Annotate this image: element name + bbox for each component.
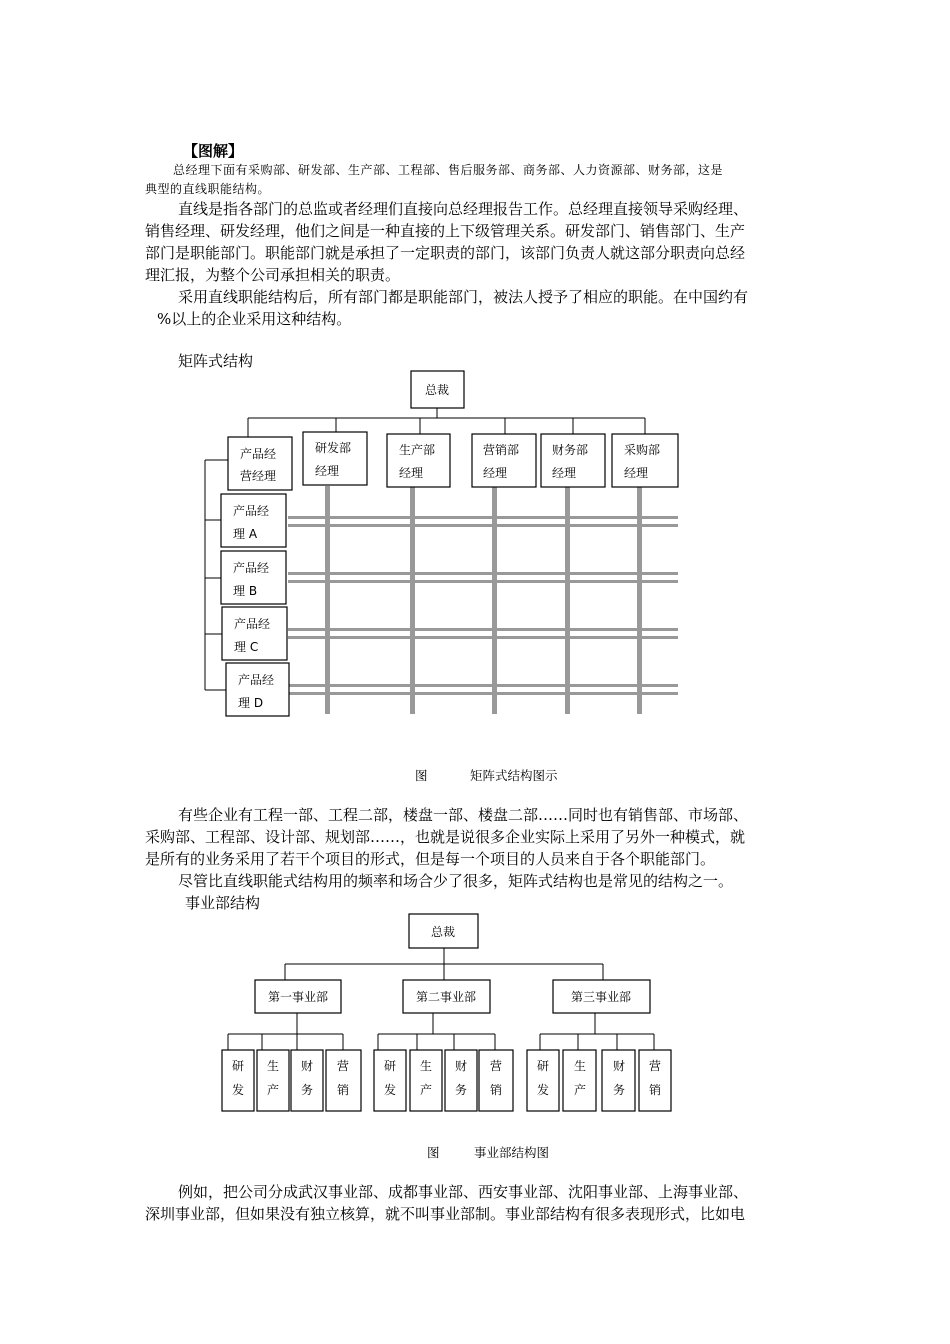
division-1-label: 第一事业部 xyxy=(267,990,329,1004)
d2-s3-b: 务 xyxy=(454,1083,468,1097)
matrix-grid-rows xyxy=(288,516,678,695)
matrix-caption-label: 图 xyxy=(415,768,428,783)
d1-s2-t: 生 xyxy=(266,1059,280,1073)
matrix-dept-2-l1: 生产部 xyxy=(399,443,436,457)
matrix-pm-b-l2: 理 B xyxy=(233,584,258,598)
d1-s4-t: 营 xyxy=(336,1059,350,1073)
para2-line-2: %以上的企业采用这种结构。 xyxy=(157,310,352,328)
para2-line-1: 采用直线职能结构后，所有部门都是职能部门，被法人授予了相应的职能。在中国约有 xyxy=(178,288,749,306)
d1-s4-b: 销 xyxy=(336,1083,350,1097)
matrix-dept-5-l1: 采购部 xyxy=(624,443,661,457)
d3-s4-b: 销 xyxy=(648,1083,662,1097)
d2-s3-t: 财 xyxy=(454,1059,468,1073)
matrix-pm-d-l2: 理 D xyxy=(238,696,264,710)
para3-line-1: 有些企业有工程一部、工程二部，楼盘一部、楼盘二部……同时也有销售部、市场部、 xyxy=(178,806,749,824)
matrix-grid-columns xyxy=(325,486,642,714)
note-line-2: 典型的直线职能结构。 xyxy=(145,182,271,196)
matrix-pm-head-l1: 产品经 xyxy=(240,447,277,461)
d2-s1-b: 发 xyxy=(383,1083,397,1097)
para3-line-2: 采购部、工程部、设计部、规划部……，也就是说很多企业实际上采用了另外一种模式，就 xyxy=(145,828,746,846)
division-3-label: 第三事业部 xyxy=(570,990,632,1004)
matrix-pm-a-l2: 理 A xyxy=(233,527,258,541)
division-top-label: 总裁 xyxy=(430,925,456,939)
para1-line-2: 销售经理、研发经理，他们之间是一种直接的上下级管理关系。研发部门、销售部门、生产 xyxy=(145,222,746,240)
d3-s2-t: 生 xyxy=(573,1059,587,1073)
matrix-pm-head-l2: 营经理 xyxy=(240,469,277,483)
d3-s1-b: 发 xyxy=(536,1083,550,1097)
matrix-dept-4-l2: 经理 xyxy=(552,466,577,480)
para1-line-4: 理汇报，为整个公司承担相关的职责。 xyxy=(145,266,401,284)
d2-s2-b: 产 xyxy=(419,1083,433,1097)
para3-line-3: 是所有的业务采用了若干个项目的形式，但是每一个项目的人员来自于各个职能部门。 xyxy=(145,850,716,868)
d1-s2-b: 产 xyxy=(266,1083,280,1097)
para5-line-1: 例如，把公司分成武汉事业部、成都事业部、西安事业部、沈阳事业部、上海事业部、 xyxy=(178,1183,749,1201)
division-2-label: 第二事业部 xyxy=(415,990,477,1004)
matrix-caption-title: 矩阵式结构图示 xyxy=(470,768,558,783)
d1-s3-b: 务 xyxy=(300,1083,314,1097)
d3-s4-t: 营 xyxy=(648,1059,662,1073)
d3-s1-t: 研 xyxy=(536,1059,550,1073)
d3-s2-b: 产 xyxy=(573,1083,587,1097)
d2-s1-t: 研 xyxy=(383,1059,397,1073)
matrix-heading: 矩阵式结构 xyxy=(178,352,254,370)
matrix-dept-3-l2: 经理 xyxy=(483,466,508,480)
matrix-dept-5-l2: 经理 xyxy=(624,466,649,480)
division-caption-title: 事业部结构图 xyxy=(474,1145,550,1160)
division-caption-label: 图 xyxy=(427,1145,440,1160)
d3-s3-t: 财 xyxy=(612,1059,626,1073)
matrix-pm-c-l2: 理 C xyxy=(234,640,259,654)
para4-line-1: 尽管比直线职能式结构用的频率和场合少了很多，矩阵式结构也是常见的结构之一。 xyxy=(178,872,734,890)
para5-line-2: 深圳事业部，但如果没有独立核算，就不叫事业部制。事业部结构有很多表现形式，比如电 xyxy=(145,1205,746,1223)
matrix-dept-2-l2: 经理 xyxy=(399,466,424,480)
matrix-dept-3-l1: 营销部 xyxy=(483,443,520,457)
d2-s4-b: 销 xyxy=(489,1083,503,1097)
matrix-dept-1-l2: 经理 xyxy=(315,464,340,478)
para1-line-3: 部门是职能部门。职能部门就是承担了一定职责的部门，该部门负责人就这部分职责向总经 xyxy=(145,244,746,262)
division-diagram xyxy=(0,900,950,1120)
division-heading: 事业部结构 xyxy=(185,894,261,912)
d3-s3-b: 务 xyxy=(612,1083,626,1097)
d2-s2-t: 生 xyxy=(419,1059,433,1073)
d2-s4-t: 营 xyxy=(489,1059,503,1073)
note-line-1: 总经理下面有采购部、研发部、生产部、工程部、售后服务部、商务部、人力资源部、财务部，这是 xyxy=(173,163,724,177)
matrix-dept-1-l1: 研发部 xyxy=(315,441,352,455)
matrix-pm-c-l1: 产品经 xyxy=(234,617,271,631)
matrix-top-label: 总裁 xyxy=(424,383,450,397)
section-header: 【图解】 xyxy=(183,142,244,160)
matrix-dept-4-l1: 财务部 xyxy=(552,443,589,457)
matrix-pm-d-l1: 产品经 xyxy=(238,673,275,687)
d1-s1-b: 发 xyxy=(231,1083,245,1097)
para1-line-1: 直线是指各部门的总监或者经理们直接向总经理报告工作。总经理直接领导采购经理、 xyxy=(178,200,749,218)
d1-s1-t: 研 xyxy=(231,1059,245,1073)
matrix-pm-a-l1: 产品经 xyxy=(233,504,270,518)
d1-s3-t: 财 xyxy=(300,1059,314,1073)
matrix-pm-b-l1: 产品经 xyxy=(233,561,270,575)
